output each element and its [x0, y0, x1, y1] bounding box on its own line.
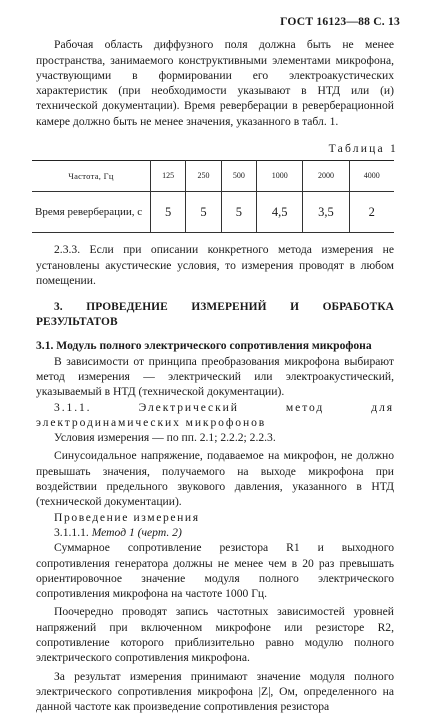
table-header-cell: 1000 [257, 161, 303, 192]
document-page [35, 14, 400, 714]
table-cell: 5 [186, 192, 221, 233]
paragraph-3-1-1-1 [36, 525, 394, 540]
paragraph-2-3-3: 2.3.3. Если при описании конкретного метода измерения не установлены акустические условия, то измерения проводят в любом помещении. [36, 243, 394, 287]
table-cell: 4,5 [257, 192, 303, 233]
table-cell: 3,5 [303, 192, 349, 233]
paragraph-sinusoidal: Синусоидальное напряжение, подаваемое на микрофон, не должно превышать значения, получаемого на выходе микрофона при воздействии предельного звукового давления, указанного в НТД (технической документации). [36, 449, 394, 509]
method-title: Метод 1 (черт. 2) [91, 525, 182, 539]
table-cell: 5 [221, 192, 256, 233]
table-cell: 2 [349, 192, 394, 233]
paragraph-conducting-measurement: Проведение измерения [54, 510, 200, 524]
clause-number: 3.1.1.1. [54, 525, 89, 539]
table-header-cell: 4000 [349, 161, 394, 192]
table-row-label: Время реверберации, с [32, 192, 151, 233]
paragraph-3-1-1: 3.1.1. Электрический метод для электродинамических микрофонов [36, 400, 394, 429]
paragraph-total-resistance: Суммарное сопротивление резистора R1 и выходного сопротивления генератора должны не менее чем в 20 раз превышать ориентировочное значение модуля полного электрического сопротивления микрофона на частоте 1000 Гц. [36, 541, 394, 601]
table-header-cell: 500 [221, 161, 256, 192]
table-header-cell: 125 [151, 161, 186, 192]
paragraph-result: За результат измерения принимают значение модуля полного электрического сопротивления микрофона |Z|, Ом, определенного на данной частоте как произведение сопротивления резистора [36, 669, 394, 714]
page-header: ГОСТ 16123—88 С. 13 [280, 15, 400, 28]
table-header-cell: 2000 [303, 161, 349, 192]
table-cell: 5 [151, 192, 186, 233]
table-caption: Таблица 1 [328, 142, 398, 156]
paragraph-alternately: Поочередно проводят запись частотных зависимостей уровней напряжений при включенном микрофоне или резисторе R2, сопротивление которого приблизительно равно модулю полного электрического сопротивления микрофона. [36, 605, 394, 665]
section-3-title: 3. ПРОВЕДЕНИЕ ИЗМЕРЕНИЙ И ОБРАБОТКА РЕЗУЛЬТАТОВ [36, 301, 394, 329]
paragraph-3-1: В зависимости от принципа преобразования микрофона выбирают метод измерения — электрический или электроакустический, указываемый в НТД (технической документации). [36, 354, 394, 399]
table-header-cell: 250 [186, 161, 221, 192]
paragraph-diffuse-field: Рабочая область диффузного поля должна быть не менее пространства, занимаемого конструктивными элементами микрофона, участвующими в формировании его электроакустических характеристик (при необходимости указывают в НТД или (и) технической документации). Время реверберации в реверберационной камере должно быть не менее значения, указанного в табл. 1. [36, 38, 394, 128]
subsection-3-1-title: 3.1. Модуль полного электрического сопротивления микрофона [36, 339, 372, 353]
reverberation-table [32, 160, 394, 233]
table-header-frequency: Частота, Гц [32, 161, 151, 192]
paragraph-conditions: Условия измерения — по пп. 2.1; 2.2.2; 2.2.3. [54, 431, 276, 445]
